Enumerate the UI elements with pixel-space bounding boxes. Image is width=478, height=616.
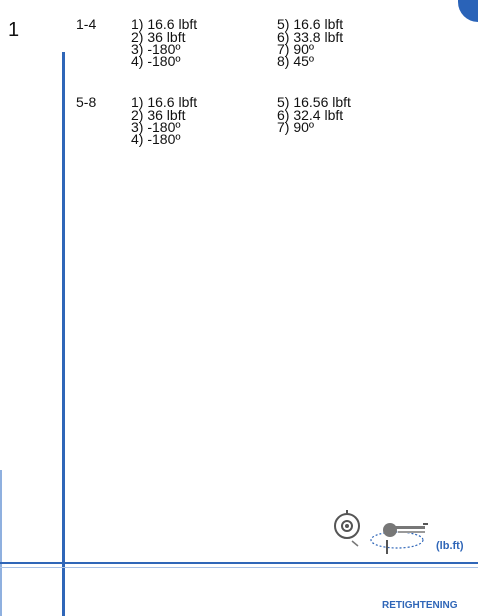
vertical-divider — [62, 52, 65, 616]
step-item: 5) 16.56 lbft — [277, 94, 351, 110]
footer-title: RETIGHTENING — [382, 600, 458, 611]
step-item: 5) 16.6 lbft — [277, 16, 344, 32]
group-label-5-8: 5-8 — [76, 94, 97, 110]
step-item: 2) 36 lbft — [131, 29, 186, 45]
step-item: 4) -180º — [131, 131, 181, 147]
step-number: 1 — [8, 19, 20, 41]
step-item: 6) 33.8 lbft — [277, 29, 344, 45]
step-item: 1) 16.6 lbft — [131, 16, 198, 32]
footer-divider — [0, 562, 478, 564]
corner-tab — [458, 0, 478, 22]
step-item: 3) -180º — [131, 41, 181, 57]
step-list-1-4-left — [131, 17, 197, 67]
step-item: 7) 90º — [277, 119, 315, 135]
step-item: 3) -180º — [131, 119, 181, 135]
unit-label: (lb.ft) — [436, 540, 464, 552]
step-item: 1) 16.6 lbft — [131, 94, 198, 110]
step-list-1-4-right — [277, 17, 343, 67]
angle-gauge-icon — [335, 510, 359, 546]
torque-wrench-icon — [371, 523, 428, 554]
step-item: 6) 32.4 lbft — [277, 107, 344, 123]
tool-icons — [330, 508, 440, 556]
footer-divider-light — [0, 567, 478, 568]
step-list-5-8-right — [277, 95, 351, 133]
step-item: 2) 36 lbft — [131, 107, 186, 123]
group-label-1-4: 1-4 — [76, 16, 97, 32]
step-list-5-8-left — [131, 95, 197, 145]
left-margin-line — [0, 470, 2, 616]
step-item: 7) 90º — [277, 41, 315, 57]
step-item: 8) 45º — [277, 53, 315, 69]
step-item: 4) -180º — [131, 53, 181, 69]
